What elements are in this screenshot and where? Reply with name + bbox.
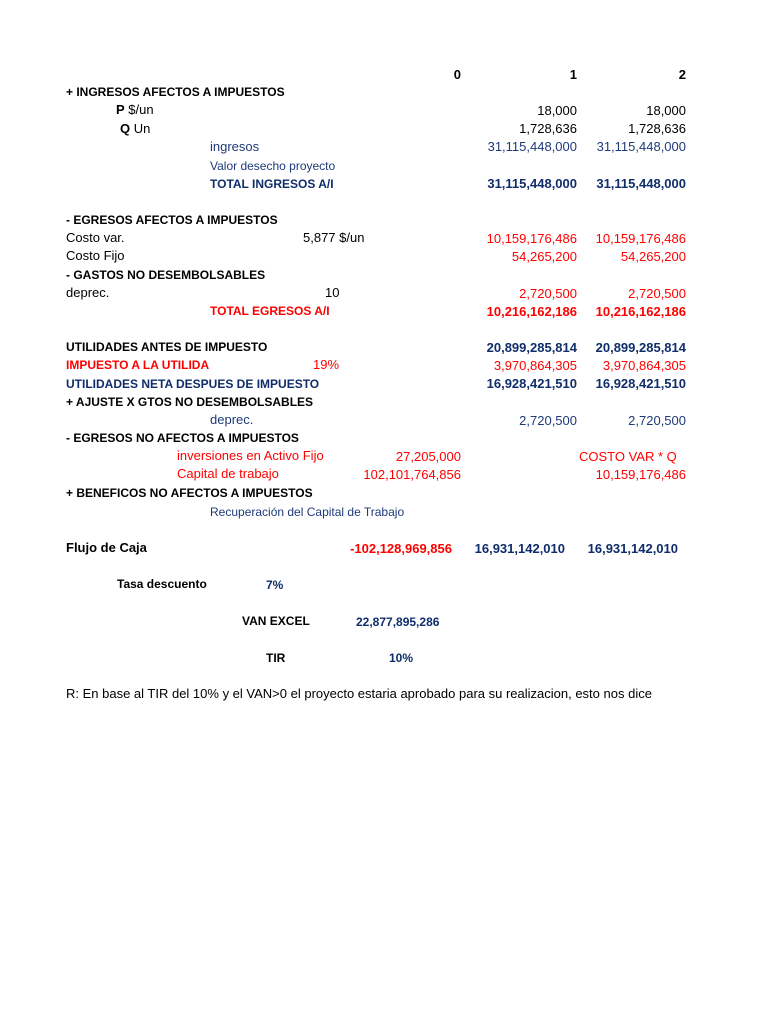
tir-label: TIR	[266, 651, 286, 665]
total-egresos-y1: 10,216,162,186	[486, 304, 577, 319]
utilidad-neta-label: UTILIDADES NETA DESPUES DE IMPUESTO	[66, 377, 320, 391]
costo-var-unit-row	[303, 230, 364, 246]
impuesto-label: IMPUESTO A LA UTILIDA	[66, 358, 210, 372]
costo-var-label: Costo var.	[66, 230, 125, 245]
egresos-no-afectos-title: - EGRESOS NO AFECTOS A IMPUESTOS	[66, 431, 299, 445]
van-label: VAN EXCEL	[242, 614, 310, 628]
ingresos-y1: 31,115,448,000	[487, 139, 577, 154]
costo-var-unit-value: 5,877	[303, 230, 336, 245]
van-value: 22,877,895,286	[356, 615, 440, 629]
total-egresos-label: TOTAL EGRESOS A/I	[210, 304, 330, 318]
deprec-years: 10	[325, 285, 340, 300]
capital-trabajo-label: Capital de trabajo	[177, 466, 279, 481]
cantidad-label: Q	[120, 121, 131, 136]
ingresos-y2: 31,115,448,000	[596, 139, 686, 154]
period-header-2: 2	[678, 67, 686, 82]
ajuste-title: + AJUSTE X GTOS NO DESEMBOLSABLES	[66, 395, 314, 409]
utilidad-neta-y2: 16,928,421,510	[595, 376, 686, 391]
total-ingresos-y1: 31,115,448,000	[487, 176, 577, 191]
flujo-caja-label: Flujo de Caja	[66, 540, 147, 555]
precio-label: P	[116, 102, 125, 117]
precio-y2: 18,000	[646, 103, 686, 118]
costo-fijo-y2: 54,265,200	[620, 249, 686, 264]
ajuste-deprec-label: deprec.	[210, 412, 254, 427]
tasa-descuento-label: Tasa descuento	[117, 577, 207, 591]
period-header-1: 1	[569, 67, 577, 82]
uai-y1: 20,899,285,814	[486, 340, 577, 355]
capital-trabajo-y2: 10,159,176,486	[595, 467, 686, 482]
impuesto-y1: 3,970,864,305	[493, 358, 577, 373]
cantidad-y2: 1,728,636	[628, 121, 686, 136]
cantidad-row-label	[120, 121, 150, 137]
egresos-afectos-title: - EGRESOS AFECTOS A IMPUESTOS	[66, 213, 278, 227]
deprec-label: deprec.	[66, 285, 110, 300]
impuesto-rate: 19%	[313, 357, 340, 372]
costo-fijo-y1: 54,265,200	[511, 249, 577, 264]
period-header-0: 0	[453, 67, 461, 82]
capital-trabajo-y0: 102,101,764,856	[363, 467, 461, 482]
flujo-caja-y2: 16,931,142,010	[587, 541, 678, 556]
costo-var-note: COSTO VAR * Q	[579, 449, 677, 464]
cantidad-unit: Un	[133, 121, 151, 136]
total-ingresos-y2: 31,115,448,000	[596, 176, 686, 191]
ajuste-deprec-y2: 2,720,500	[628, 413, 686, 428]
deprec-y1: 2,720,500	[519, 286, 577, 301]
valor-desecho-label: Valor desecho proyecto	[210, 159, 336, 173]
ingresos-afectos-title: + INGRESOS AFECTOS A IMPUESTOS	[66, 85, 285, 99]
costo-var-y2: 10,159,176,486	[595, 231, 686, 246]
tasa-descuento-value: 7%	[266, 578, 284, 592]
flujo-caja-y0: -102,128,969,856	[350, 541, 452, 556]
flujo-caja-y1: 16,931,142,010	[474, 541, 565, 556]
conclusion-text: R: En base al TIR del 10% y el VAN>0 el proyecto estaria aprobado para su realizacion, esto nos dice	[66, 686, 652, 701]
inversion-label: inversiones en Activo Fijo	[177, 448, 324, 463]
precio-y1: 18,000	[537, 103, 577, 118]
total-ingresos-label: TOTAL INGRESOS A/I	[210, 177, 334, 191]
cantidad-y1: 1,728,636	[519, 121, 577, 136]
ingresos-label: ingresos	[210, 139, 260, 154]
beneficios-title: + BENEFICOS NO AFECTOS A IMPUESTOS	[66, 486, 313, 500]
costo-var-y1: 10,159,176,486	[486, 231, 577, 246]
costo-var-unit: $/un	[339, 230, 365, 245]
utilidad-neta-y1: 16,928,421,510	[486, 376, 577, 391]
inversion-y0: 27,205,000	[395, 449, 461, 464]
ajuste-deprec-y1: 2,720,500	[519, 413, 577, 428]
precio-unit: $/un	[128, 102, 154, 117]
gastos-no-desembolsables-title: - GASTOS NO DESEMBOLSABLES	[66, 268, 266, 282]
tir-value: 10%	[389, 651, 414, 665]
uai-y2: 20,899,285,814	[595, 340, 686, 355]
uai-label: UTILIDADES ANTES DE IMPUESTO	[66, 340, 268, 354]
impuesto-y2: 3,970,864,305	[602, 358, 686, 373]
precio-row-label	[116, 102, 154, 118]
recuperacion-label: Recuperación del Capital de Trabajo	[210, 505, 405, 519]
costo-fijo-label: Costo Fijo	[66, 248, 125, 263]
deprec-y2: 2,720,500	[628, 286, 686, 301]
total-egresos-y2: 10,216,162,186	[595, 304, 686, 319]
